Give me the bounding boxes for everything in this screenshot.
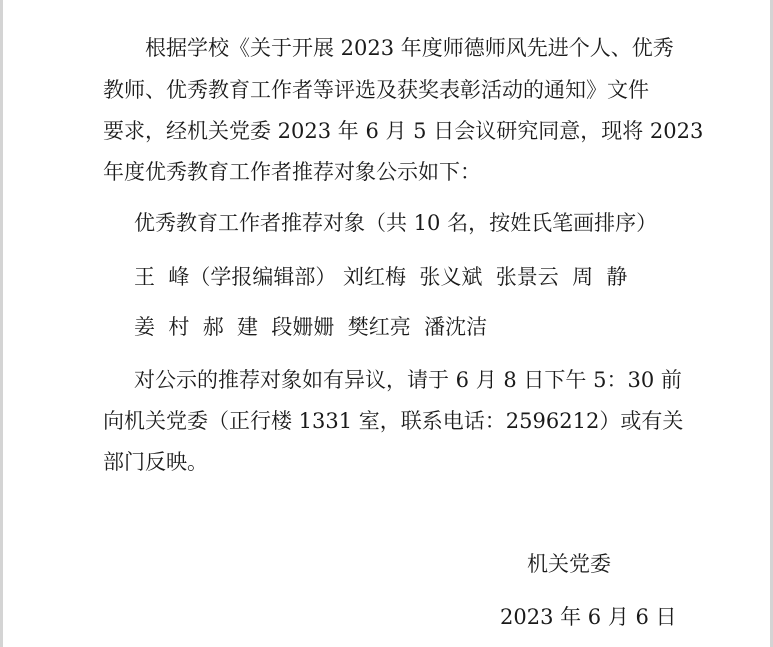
objection-line-2: 向机关党委（正行楼 1331 室，联系电话：2596212）或有关: [103, 409, 684, 433]
signer: 机关党委: [527, 552, 611, 576]
intro-line-1: 根据学校《关于开展 2023 年度师德师风先进个人、优秀: [145, 36, 674, 60]
left-edge-divider: [0, 0, 3, 647]
nominee-names-line-2: 姜 村 郝 建 段姗姗 樊红亮 潘沈洁: [134, 315, 488, 339]
intro-line-2: 教师、优秀教育工作者等评选及获奖表彰活动的通知》文件: [103, 78, 649, 102]
objection-line-1: 对公示的推荐对象如有异议，请于 6 月 8 日下午 5：30 前: [134, 368, 682, 392]
signing-date: 2023 年 6 月 6 日: [500, 605, 677, 629]
nominee-names-line-1: 王 峰（学报编辑部） 刘红梅 张义斌 张景云 周 静: [134, 265, 628, 289]
nominee-heading: 优秀教育工作者推荐对象（共 10 名，按姓氏笔画排序）: [134, 211, 658, 235]
intro-line-3: 要求，经机关党委 2023 年 6 月 5 日会议研究同意，现将 2023: [103, 119, 704, 143]
objection-line-3: 部门反映。: [103, 450, 208, 474]
intro-line-4: 年度优秀教育工作者推荐对象公示如下：: [103, 160, 481, 184]
